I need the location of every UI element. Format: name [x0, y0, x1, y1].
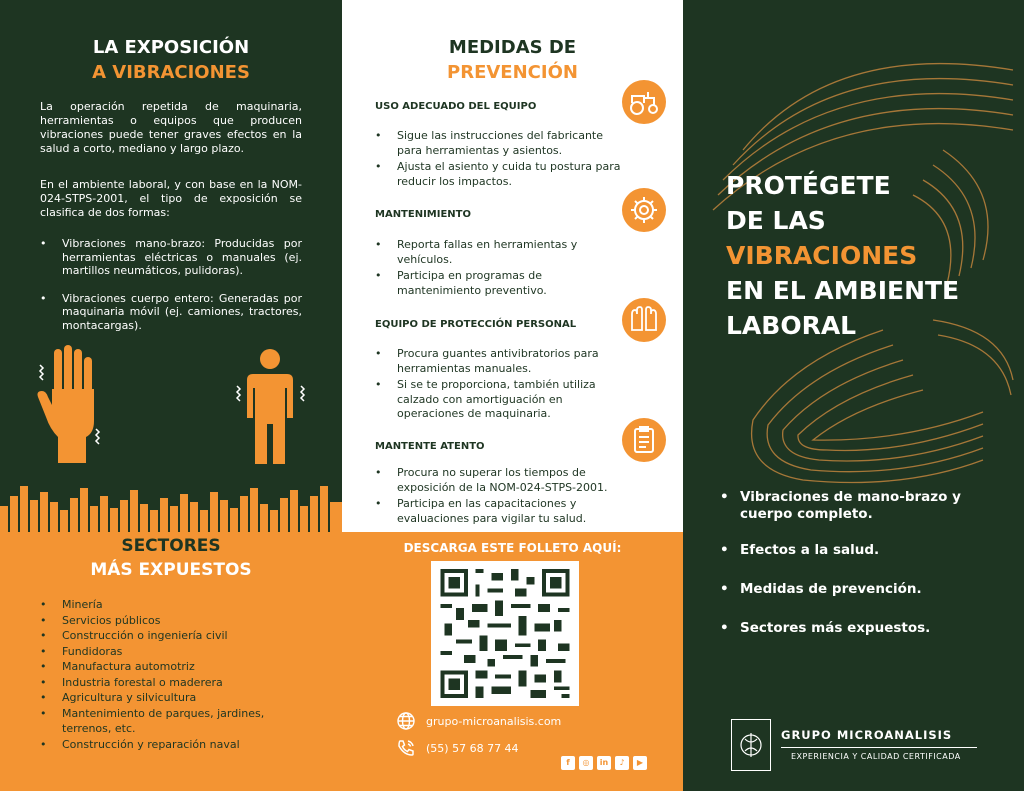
sector-item: • Fundidoras [40, 644, 310, 660]
instagram-icon[interactable]: ◎ [579, 756, 593, 770]
highlight-item: • Vibraciones de mano-brazo y cuerpo completo. [720, 489, 1010, 523]
section-heading-maintenance: MANTENIMIENTO [375, 209, 471, 220]
prevention-item: • Participa en programas de mantenimiento preventivo. [375, 269, 625, 298]
tractor-icon [622, 80, 666, 124]
vibrating-hand-icon [36, 345, 104, 463]
exposure-type-item: • Vibraciones mano-brazo: Producidas por herramientas eléctricas o manuales (ej. martillos neumáticos, pulidoras). [40, 237, 302, 278]
sector-item: • Construcción o ingeniería civil [40, 628, 310, 644]
hero-title-line2: DE LAS [726, 206, 826, 235]
vibration-wave-bars [0, 470, 342, 536]
hero-title-line1: PROTÉGETE [726, 171, 891, 200]
company-tagline: EXPERIENCIA Y CALIDAD CERTIFICADA [791, 752, 961, 761]
highlight-item: • Efectos a la salud. [720, 542, 1010, 559]
social-links [561, 756, 647, 770]
prevention-item: • Procura no superar los tiempos de exposición de la NOM-024-STPS-2001. [375, 466, 625, 495]
vibrating-body-icon [233, 348, 307, 466]
prevention-item: • Participa en las capacitaciones y evaluaciones para vigilar tu salud. [375, 497, 625, 526]
exposure-types-list [40, 237, 302, 346]
hero-title-line5: LABORAL [726, 311, 857, 340]
sector-item: • Mantenimiento de parques, jardines, terrenos, etc. [40, 706, 310, 737]
middle-panel [342, 0, 683, 791]
highlight-item: • Medidas de prevención. [720, 581, 1010, 598]
sectors-title-line1: SECTORES [121, 536, 221, 556]
phone-contact[interactable] [396, 738, 519, 758]
sectors-title-line2: MÁS EXPUESTOS [90, 560, 252, 580]
hero-title-line3: VIBRACIONES [726, 241, 918, 270]
gear-icon [622, 188, 666, 232]
sector-item: • Industria forestal o maderera [40, 675, 310, 691]
linkedin-icon[interactable]: in [597, 756, 611, 770]
section-heading-ppe: EQUIPO DE PROTECCIÓN PERSONAL [375, 319, 577, 330]
youtube-icon[interactable]: ▶ [633, 756, 647, 770]
maintenance-list [375, 238, 625, 300]
exposure-title-line2: A VIBRACIONES [92, 62, 250, 83]
tiktok-icon[interactable]: ♪ [615, 756, 629, 770]
section-heading-equipment-use: USO ADECUADO DEL EQUIPO [375, 101, 537, 112]
sectors-list [40, 597, 310, 752]
website-contact[interactable] [396, 711, 561, 731]
prevention-item: • Ajusta el asiento y cuida tu postura para reducir los impactos. [375, 160, 625, 189]
equipment-use-list [375, 129, 625, 191]
company-name: GRUPO MICROANALISIS [781, 728, 953, 742]
stay-alert-list [375, 466, 625, 528]
download-title: DESCARGA ESTE FOLLETO AQUÍ: [403, 541, 622, 555]
prevention-item: • Reporta fallas en herramientas y vehículos. [375, 238, 625, 267]
sector-item: • Servicios públicos [40, 613, 310, 629]
right-panel [683, 0, 1024, 791]
intro-paragraph: La operación repetida de maquinaria, herramientas o equipos que producen vibraciones puede tener graves efectos en la salud a corto, mediano y largo plazo. [40, 100, 302, 155]
contents-highlights [720, 489, 1010, 659]
gloves-icon [622, 298, 666, 342]
logo-divider [781, 747, 977, 748]
exposure-title-line1: LA EXPOSICIÓN [92, 37, 250, 58]
prevention-item: • Procura guantes antivibratorios para herramientas manuales. [375, 347, 625, 376]
prevention-title-line2: PREVENCIÓN [447, 62, 578, 83]
hero-title-line4: EN EL AMBIENTE [726, 276, 960, 305]
sector-item: • Minería [40, 597, 310, 613]
phone-icon [396, 738, 416, 758]
section-heading-stay-alert: MANTENTE ATENTO [375, 441, 485, 452]
left-panel [0, 0, 342, 791]
exposure-type-item: • Vibraciones cuerpo entero: Generadas por maquinaria móvil (ej. camiones, tractores, montacargas). [40, 292, 302, 333]
facebook-icon[interactable]: f [561, 756, 575, 770]
sector-item: • Agricultura y silvicultura [40, 690, 310, 706]
prevention-title-line1: MEDIDAS DE [448, 37, 577, 58]
sector-item: • Manufactura automotriz [40, 659, 310, 675]
sector-item: • Construcción y reparación naval [40, 737, 310, 753]
ppe-list [375, 347, 625, 424]
prevention-item: • Si se te proporciona, también utiliza calzado con amortiguación en operaciones de maquinaria. [375, 378, 625, 422]
qr-code[interactable] [431, 561, 579, 706]
clipboard-icon [622, 418, 666, 462]
globe-icon [396, 711, 416, 731]
prevention-item: • Sigue las instrucciones del fabricante para herramientas y asientos. [375, 129, 625, 158]
highlight-item: • Sectores más expuestos. [720, 620, 1010, 637]
website-link[interactable]: grupo-microanalisis.com [426, 714, 562, 728]
classification-paragraph: En el ambiente laboral, y con base en la NOM-024-STPS-2001, el tipo de exposición se clasifica de dos formas: [40, 178, 302, 219]
company-logo-icon [731, 719, 771, 771]
phone-number[interactable]: (55) 57 68 77 44 [426, 741, 519, 755]
